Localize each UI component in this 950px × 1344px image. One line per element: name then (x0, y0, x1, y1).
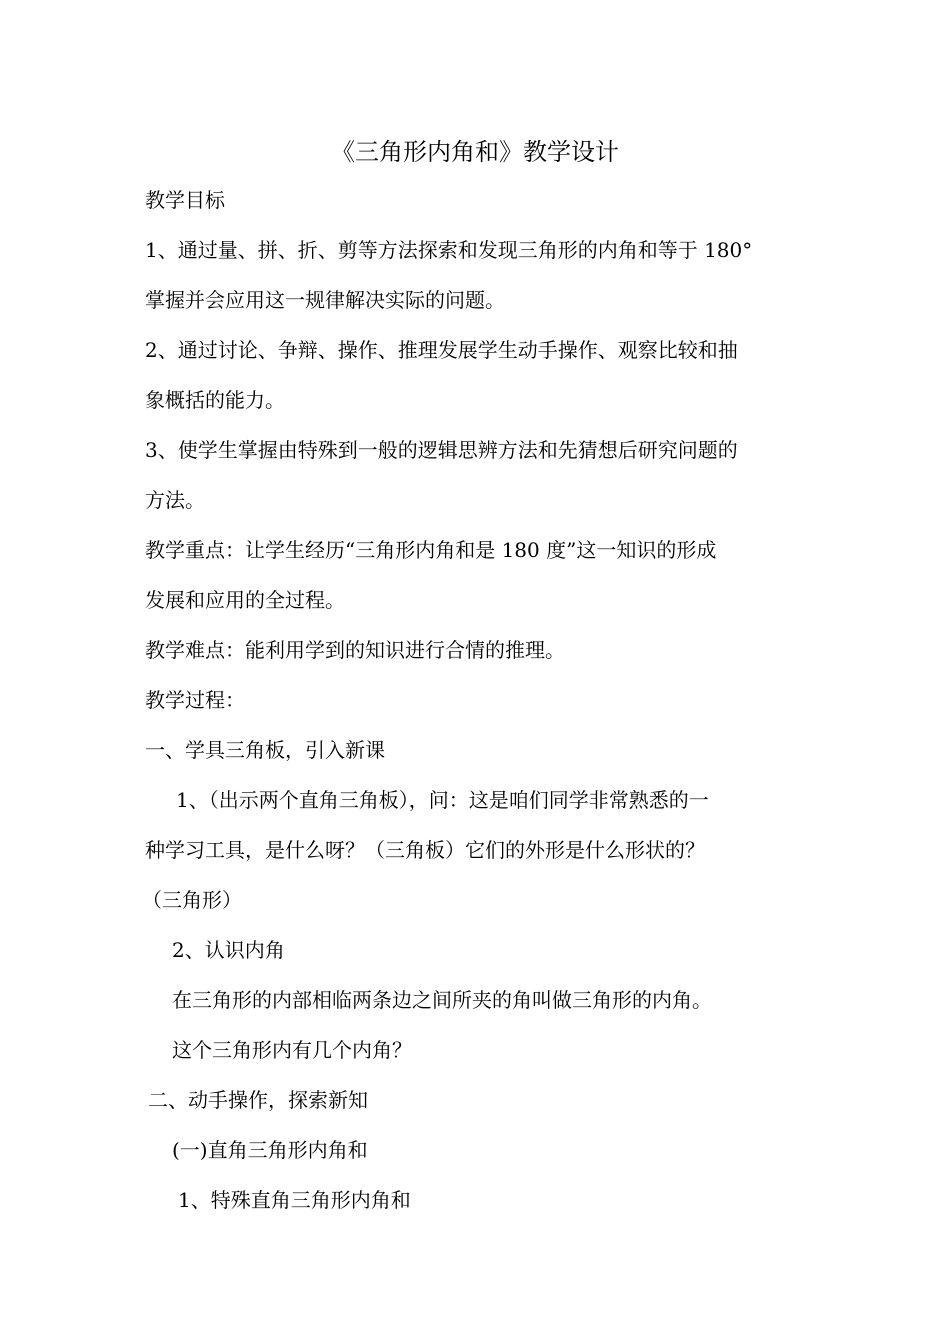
objective-1-line-2: 掌握并会应用这一规律解决实际的问题。 (145, 288, 505, 312)
section-1-heading: 一、学具三角板，引入新课 (145, 738, 385, 762)
section-1-item-2-heading: 2、认识内角 (172, 938, 285, 962)
objective-3-line-1: 3、使学生掌握由特殊到一般的逻辑思辨方法和先猜想后研究问题的 (145, 438, 738, 462)
difficult-point: 教学难点：能利用学到的知识进行合情的推理。 (145, 638, 565, 662)
subsection-1-heading: (一)直角三角形内角和 (172, 1138, 368, 1162)
objective-1-line-1: 1、通过量、拼、折、剪等方法探索和发现三角形的内角和等于 180° (145, 238, 753, 262)
key-point-line-2: 发展和应用的全过程。 (145, 588, 345, 612)
objective-2-line-1: 2、通过讨论、争辩、操作、推理发展学生动手操作、观察比较和抽 (145, 338, 738, 362)
section-1-item-1-line-1: 1、（出示两个直角三角板），问：这是咱们同学非常熟悉的一 (176, 788, 709, 812)
inner-angle-question: 这个三角形内有几个内角？ (172, 1038, 412, 1062)
objective-2-line-2: 象概括的能力。 (145, 388, 285, 412)
section-1-item-1-line-3: （三角形） (142, 888, 242, 912)
key-point-line-1: 教学重点：让学生经历“三角形内角和是 180 度”这一知识的形成 (145, 538, 717, 562)
objective-3-line-2: 方法。 (145, 488, 205, 512)
section-1-item-1-line-2: 种学习工具，是什么呀？（三角板）它们的外形是什么形状的？ (145, 838, 705, 862)
section-2-heading: 二、动手操作，探索新知 (148, 1088, 368, 1112)
heading-teaching-objectives: 教学目标 (145, 188, 225, 212)
subsection-1-item-1: 1、特殊直角三角形内角和 (178, 1188, 411, 1212)
heading-teaching-process: 教学过程： (145, 688, 245, 712)
document-title: 《三角形内角和》教学设计 (331, 138, 619, 166)
inner-angle-definition: 在三角形的内部相临两条边之间所夹的角叫做三角形的内角。 (172, 988, 712, 1012)
